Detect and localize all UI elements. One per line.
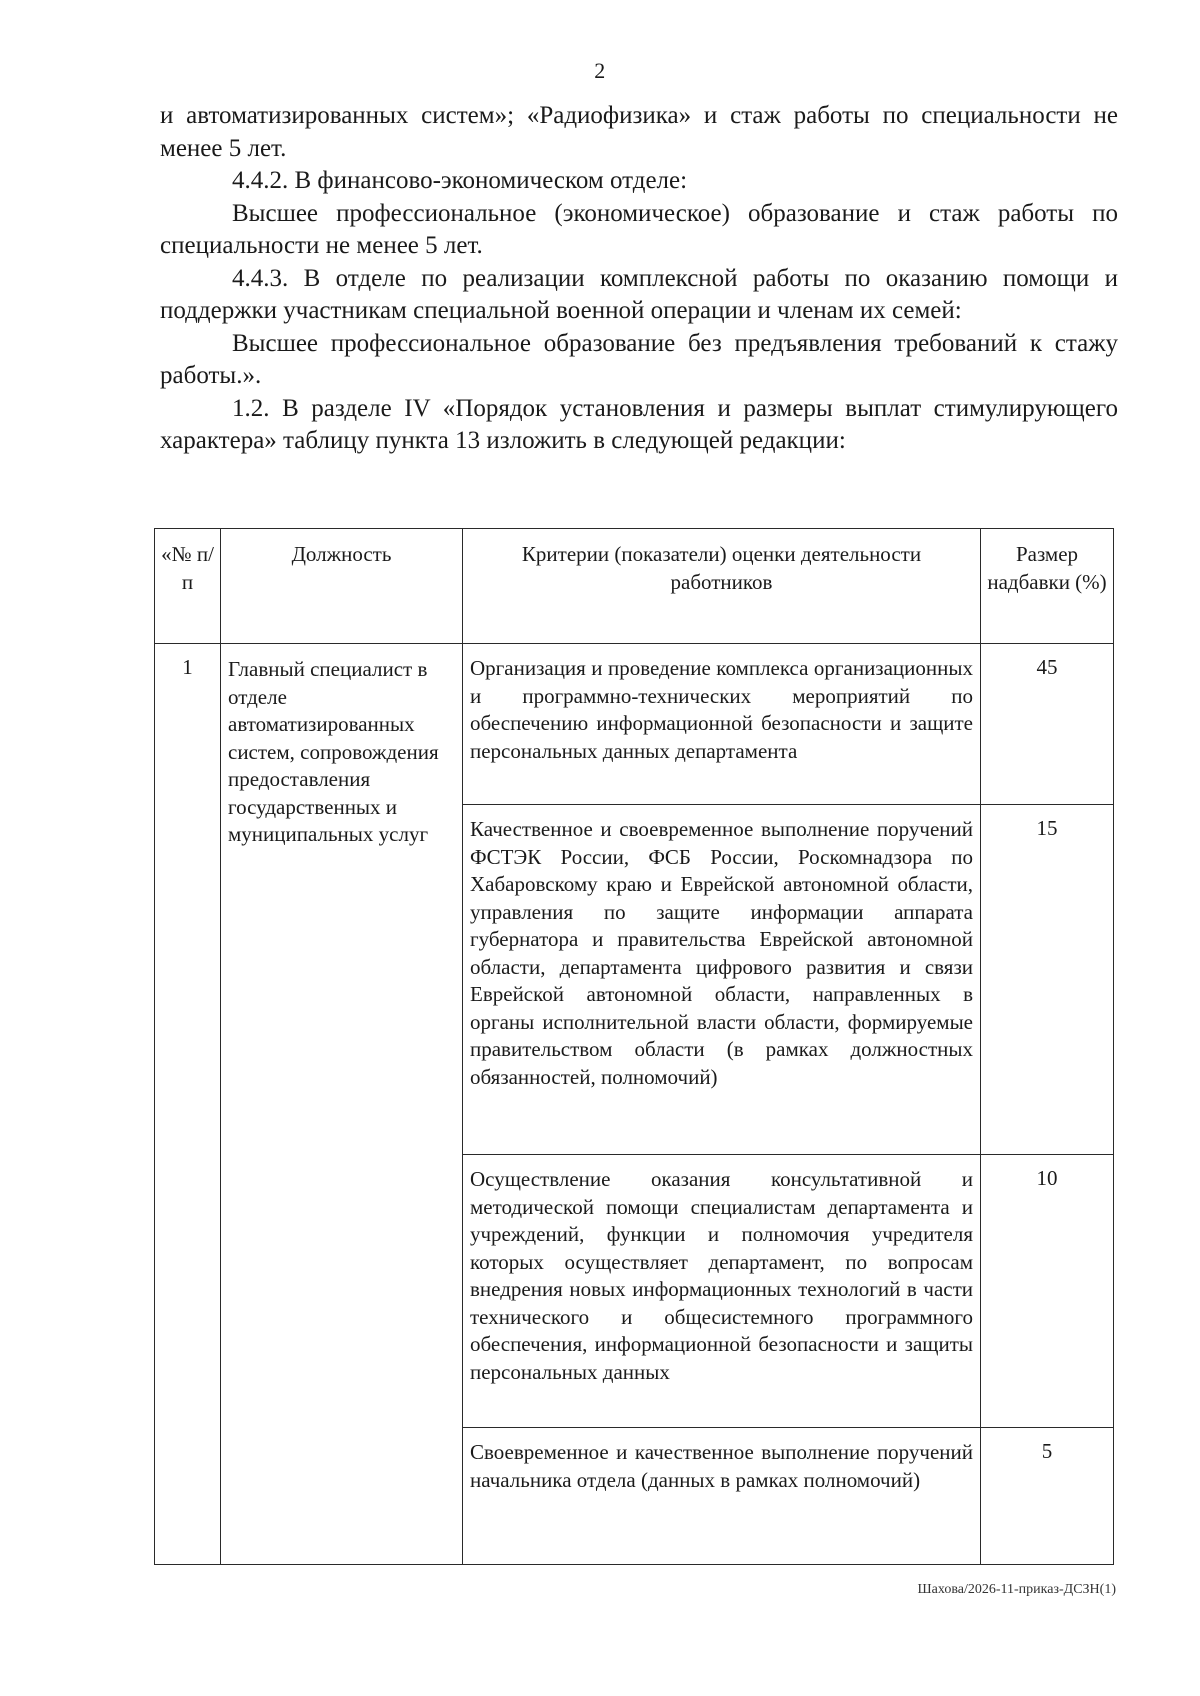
bonus-size-cell: 10 bbox=[981, 1155, 1114, 1428]
bonus-criteria-table bbox=[154, 528, 1114, 1565]
header-number: «№ п/п bbox=[155, 529, 221, 644]
criteria-cell: Организация и проведение комплекса организационных и программно-технических мероприятий по обеспечению информационной безопасности и защите персональных данных департамента bbox=[463, 644, 981, 805]
document-body bbox=[160, 100, 1118, 458]
page-number: 2 bbox=[594, 58, 606, 83]
paragraph-4-4-3-requirement: Высшее профессиональное образование без предъявления требований к стажу работы.». bbox=[160, 329, 1118, 389]
bonus-size-cell: 5 bbox=[981, 1428, 1114, 1565]
table-header-row bbox=[155, 529, 1114, 644]
bonus-size-cell: 45 bbox=[981, 644, 1114, 805]
row-number-cell: 1 bbox=[155, 644, 221, 1565]
criteria-cell: Своевременное и качественное выполнение поручений начальника отдела (данных в рамках полномочий) bbox=[463, 1428, 981, 1565]
paragraph-4-4-2-requirement: Высшее профессиональное (экономическое) образование и стаж работы по специальности не менее 5 лет. bbox=[160, 199, 1118, 259]
bonus-size-cell: 15 bbox=[981, 805, 1114, 1155]
footer-document-reference: Шахова/2026-11-приказ-ДСЗН(1) bbox=[917, 1582, 1116, 1597]
paragraph-4-4-3-heading: 4.4.3. В отделе по реализации комплексной работы по оказанию помощи и поддержки участникам специальной военной операции и членам их семей: bbox=[160, 264, 1118, 324]
table-row bbox=[155, 644, 1114, 805]
criteria-cell: Качественное и своевременное выполнение поручений ФСТЭК России, ФСБ России, Роскомнадзора по Хабаровскому краю и Еврейской автономной области, управления по защите информации аппарата губернатора и правительства Еврейской автономной области, департамента цифрового развития и связи Еврейской автономной области, направленных в органы исполнительной власти области, формируемые правительством области (в рамках должностных обязанностей, полномочий) bbox=[463, 805, 981, 1155]
paragraph-1-2: 1.2. В разделе IV «Порядок установления и размеры выплат стимулирующего характера» таблицу пункта 13 изложить в следующей редакции: bbox=[160, 394, 1118, 454]
paragraph-continuation: и автоматизированных систем»; «Радиофизика» и стаж работы по специальности не менее 5 лет. bbox=[160, 102, 1118, 162]
header-bonus-size: Размер надбавки (%) bbox=[981, 529, 1114, 644]
header-position: Должность bbox=[221, 529, 463, 644]
paragraph-4-4-2-heading: 4.4.2. В финансово-экономическом отделе: bbox=[232, 167, 688, 194]
header-criteria: Критерии (показатели) оценки деятельности работников bbox=[463, 529, 981, 644]
position-cell: Главный специалист в отделе автоматизированных систем, сопровождения предоставления государственных и муниципальных услуг bbox=[221, 644, 463, 1565]
criteria-cell: Осуществление оказания консультативной и методической помощи специалистам департамента и учреждений, функции и полномочия учредителя которых осуществляет департамент, по вопросам внедрения новых информационных технологий в части технического и общесистемного программного обеспечения, информационной безопасности и защиты персональных данных bbox=[463, 1155, 981, 1428]
